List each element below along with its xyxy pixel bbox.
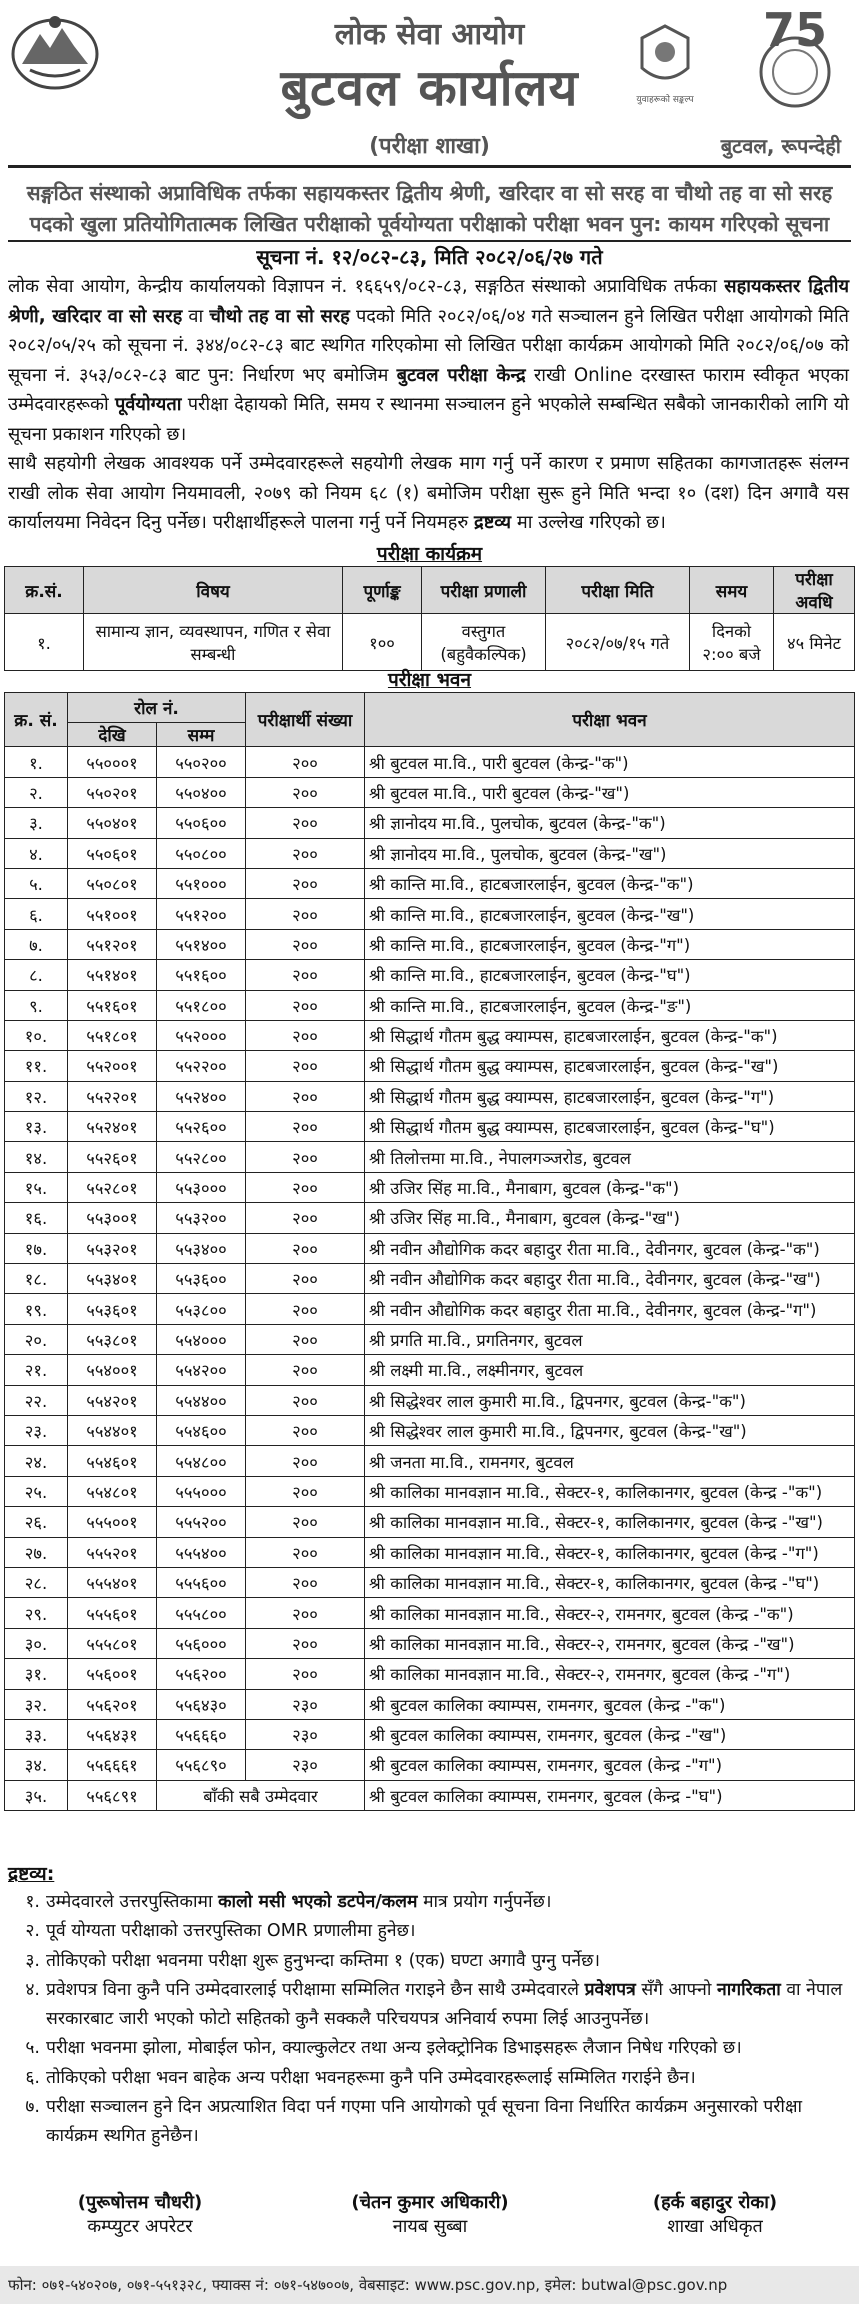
- venue-roll-to: ५५४४००: [157, 1385, 246, 1415]
- venue-roll-to: ५५१६००: [157, 960, 246, 990]
- program-row: [5, 614, 855, 671]
- venue-roll-to: ५५१०००: [157, 868, 246, 898]
- venue-col-count: परीक्षार्थी संख्या: [246, 693, 365, 747]
- venue-roll-from: ५५६४३१: [68, 1719, 157, 1749]
- venue-name: श्री नवीन औद्योगिक कदर बहादुर रीता मा.वि., देवीनगर, बुटवल (केन्द्र-"ग"): [365, 1294, 855, 1324]
- venue-row: [5, 960, 855, 990]
- venue-row: [5, 1081, 855, 1111]
- venue-row: [5, 1203, 855, 1233]
- venue-count: २००: [246, 1385, 365, 1415]
- venue-roll-from: ५५२४०१: [68, 1112, 157, 1142]
- venue-count: २००: [246, 1355, 365, 1385]
- venue-sn: २६.: [5, 1507, 68, 1537]
- venue-sn: ३.: [5, 808, 68, 838]
- venue-roll-to: ५५०८००: [157, 838, 246, 868]
- venue-count: २००: [246, 1081, 365, 1111]
- venue-roll-from: ५५१८०१: [68, 1020, 157, 1050]
- note-text: परीक्षा भवनमा झोला, मोबाईल फोन, क्याल्कुलेटर तथा अन्य इलेक्ट्रोनिक डिभाइसहरू लैजान निषेध गरिएको छ।: [46, 2038, 742, 2059]
- venue-row: [5, 899, 855, 929]
- venue-roll-to: ५५२४००: [157, 1081, 246, 1111]
- venue-name: श्री कालिका मानवज्ञान मा.वि., सेक्टर-१, कालिकानगर, बुटवल (केन्द्र -"घ"): [365, 1567, 855, 1597]
- venue-count: २००: [246, 1446, 365, 1476]
- venue-roll-from: ५५०८०१: [68, 868, 157, 898]
- venue-name: श्री कान्ति मा.वि., हाटबजारलाईन, बुटवल (केन्द्र-"ख"): [365, 899, 855, 929]
- note-number: १.: [25, 1892, 40, 1912]
- venue-name: श्री सिद्धेश्वर लाल कुमारी मा.वि., द्विपनगर, बुटवल (केन्द्र-"क"): [365, 1385, 855, 1415]
- venue-roll-to: ५५६८९०: [157, 1750, 246, 1780]
- program-col-date: परीक्षा मिति: [546, 567, 690, 614]
- org-name: लोक सेवा आयोग: [334, 17, 525, 52]
- anniversary-number: 75: [762, 6, 828, 57]
- venue-sn: २.: [5, 777, 68, 807]
- notice-number: सूचना नं. १२/०८२-८३, मिति २०८२/०६/२७ गते: [256, 245, 603, 269]
- venue-sn: २२.: [5, 1385, 68, 1415]
- venue-row: [5, 1537, 855, 1567]
- venue-name: श्री जनता मा.वि., रामनगर, बुटवल: [365, 1446, 855, 1476]
- note-item: [8, 1917, 849, 1946]
- notice-title: सङ्गठित संस्थाको अप्राविधिक तर्फका सहायकस्तर द्वितीय श्रेणी, खरिदार वा सो सरह वा चौथो तह वा सो सरह पदको खुला प्रतियोगितात्मक लिखित परीक्षाको पूर्वयोग्यता परीक्षाको परीक्षा भवन पुन: कायम गरिएको सूचना: [26, 181, 833, 236]
- program-duration: ४५ मिनेट: [774, 614, 855, 671]
- venue-row: [5, 808, 855, 838]
- venue-sn: १४.: [5, 1142, 68, 1172]
- venue-row: [5, 1567, 855, 1597]
- venue-roll-from: ५५६००१: [68, 1659, 157, 1689]
- note-text: परीक्षा सञ्चालन हुने दिन अप्रत्याशित विदा पर्न गएमा पनि आयोगको पूर्व सूचना विना निर्धारित कार्यक्रम अनुसारको परीक्षा कार्यक्रम स्थगित हुनेछैन।: [46, 2097, 803, 2147]
- venue-count: २३०: [246, 1750, 365, 1780]
- venue-count: २००: [246, 929, 365, 959]
- venue-count: २००: [246, 808, 365, 838]
- venue-roll-from: ५५०६०१: [68, 838, 157, 868]
- venue-sn: १९.: [5, 1294, 68, 1324]
- note-text: प्रवेशपत्र विना कुनै पनि उम्मेदवारलाई परीक्षामा सम्मिलित गराइने छैन साथै उम्मेदवारले प्रवेशपत्र सँगै आफ्नो नागरिकता वा नेपाल सरकारबाट जारी भएको फोटो सहितको कुनै सक्कलै परिचयपत्र अनिवार्य रुपमा लिई आउनुपर्नेछ।: [46, 1979, 843, 2030]
- venue-count: २००: [246, 1507, 365, 1537]
- venue-col-to: सम्म: [157, 723, 246, 747]
- venue-roll-to: ५५२०००: [157, 1020, 246, 1050]
- venue-row: [5, 990, 855, 1020]
- venue-sn: १६.: [5, 1203, 68, 1233]
- venue-row: [5, 1112, 855, 1142]
- program-subject: सामान्य ज्ञान, व्यवस्थापन, गणित र सेवा सम्बन्धी: [84, 614, 343, 671]
- venue-count: २३०: [246, 1689, 365, 1719]
- note-number: ७.: [25, 2097, 40, 2118]
- venue-row: [5, 1476, 855, 1506]
- venue-roll-to: ५५३४००: [157, 1233, 246, 1263]
- venue-sn: २९.: [5, 1598, 68, 1628]
- note-text: तोकिएको परीक्षा भवनमा परीक्षा शुरू हुनुभन्दा कम्तिमा १ (एक) घण्टा अगावै पुग्नु पर्नेछ।: [46, 1950, 601, 1971]
- venue-roll-to: ५५६०००: [157, 1628, 246, 1658]
- venue-roll-from: ५५०२०१: [68, 777, 157, 807]
- venue-name: श्री सिद्धार्थ गौतम बुद्ध क्याम्पस, हाटबजारलाईन, बुटवल (केन्द्र-"ग"): [365, 1081, 855, 1111]
- venue-row: [5, 868, 855, 898]
- venue-sn: ११.: [5, 1051, 68, 1081]
- signature-name: (पुरूषोत्तम चौधरी): [77, 2192, 203, 2213]
- venue-name: श्री कान्ति मा.वि., हाटबजारलाईन, बुटवल (केन्द्र-"ङ"): [365, 990, 855, 1020]
- venue-count: २००: [246, 838, 365, 868]
- venue-sn: २४.: [5, 1446, 68, 1476]
- venue-table: [4, 692, 855, 1811]
- letterhead: [0, 0, 859, 170]
- venue-name: श्री कालिका मानवज्ञान मा.वि., सेक्टर-१, कालिकानगर, बुटवल (केन्द्र -"ख"): [365, 1507, 855, 1537]
- section-name: (परीक्षा शाखा): [369, 134, 490, 159]
- program-marks: १००: [343, 614, 422, 671]
- venue-count: २००: [246, 990, 365, 1020]
- venue-roll-from: ५५५२०१: [68, 1537, 157, 1567]
- venue-row: [5, 1659, 855, 1689]
- venue-count: २००: [246, 1628, 365, 1658]
- venue-roll-to: ५५४८००: [157, 1446, 246, 1476]
- signature-title: नायब सुब्बा: [392, 2216, 468, 2237]
- venue-sn: ३४.: [5, 1750, 68, 1780]
- venue-count: २००: [246, 1659, 365, 1689]
- venue-name: श्री कालिका मानवज्ञान मा.वि., सेक्टर-२, रामनगर, बुटवल (केन्द्र -"क"): [365, 1598, 855, 1628]
- venue-header-row: [5, 693, 855, 723]
- venue-row: [5, 929, 855, 959]
- venue-name: श्री नवीन औद्योगिक कदर बहादुर रीता मा.वि., देवीनगर, बुटवल (केन्द्र-"क"): [365, 1233, 855, 1263]
- notes-heading: द्रष्टव्य:: [8, 1863, 55, 1885]
- venue-sn: १८.: [5, 1264, 68, 1294]
- venue-roll-to: ५५०२००: [157, 747, 246, 777]
- venue-sn: २१.: [5, 1355, 68, 1385]
- venue-row: [5, 1355, 855, 1385]
- venue-sn: ८.: [5, 960, 68, 990]
- venue-row: [5, 1385, 855, 1415]
- note-text: उम्मेदवारले उत्तरपुस्तिकामा कालो मसी भएको डटपेन/कलम मात्र प्रयोग गर्नुपर्नेछ।: [46, 1892, 552, 1912]
- venue-name: श्री बुटवल कालिका क्याम्पस, रामनगर, बुटवल (केन्द्र -"ख"): [365, 1719, 855, 1749]
- venue-count: २००: [246, 899, 365, 929]
- note-item: [8, 1947, 849, 1976]
- program-caption: परीक्षा कार्यक्रम: [376, 543, 483, 565]
- venue-count: २००: [246, 1142, 365, 1172]
- note-text: पूर्व योग्यता परीक्षाको उत्तरपुस्तिका OMR प्रणालीमा हुनेछ।: [46, 1921, 416, 1942]
- venue-roll-to: ५५५२००: [157, 1507, 246, 1537]
- venue-count: २००: [246, 1476, 365, 1506]
- venue-name: श्री कालिका मानवज्ञान मा.वि., सेक्टर-१, कालिकानगर, बुटवल (केन्द्र -"ग"): [365, 1537, 855, 1567]
- venue-name: श्री सिद्धेश्वर लाल कुमारी मा.वि., द्विपनगर, बुटवल (केन्द्र-"ख"): [365, 1415, 855, 1445]
- anniversary-75-logo-icon: [745, 6, 845, 116]
- program-date: २०८२/०७/१५ गते: [546, 614, 690, 671]
- venue-count: २००: [246, 1567, 365, 1597]
- venue-roll-from: ५५४२०१: [68, 1385, 157, 1415]
- venue-roll-from: ५५३६०१: [68, 1294, 157, 1324]
- venue-sn: १२.: [5, 1081, 68, 1111]
- venue-count: २००: [246, 1051, 365, 1081]
- venue-row: [5, 1233, 855, 1263]
- venue-name: श्री नवीन औद्योगिक कदर बहादुर रीता मा.वि., देवीनगर, बुटवल (केन्द्र-"ख"): [365, 1264, 855, 1294]
- note-number: ३.: [25, 1950, 40, 1971]
- venue-roll-to: ५५१८००: [157, 990, 246, 1020]
- venue-sn: ७.: [5, 929, 68, 959]
- venue-name: श्री बुटवल मा.वि., पारी बुटवल (केन्द्र-"ख"): [365, 777, 855, 807]
- venue-roll-to: ५५५६००: [157, 1567, 246, 1597]
- venue-row: [5, 1294, 855, 1324]
- program-header-row: [5, 567, 855, 614]
- venue-sn: १७.: [5, 1233, 68, 1263]
- venue-roll-to: ५५३२००: [157, 1203, 246, 1233]
- venue-count: २००: [246, 1020, 365, 1050]
- venue-count: २००: [246, 777, 365, 807]
- venue-count: २००: [246, 1537, 365, 1567]
- venue-name: श्री कान्ति मा.वि., हाटबजारलाईन, बुटवल (केन्द्र-"ग"): [365, 929, 855, 959]
- venue-roll-to: ५५०६००: [157, 808, 246, 838]
- note-number: ५.: [25, 2038, 40, 2059]
- venue-sn: १.: [5, 747, 68, 777]
- program-sn: १.: [5, 614, 84, 671]
- venue-count: २००: [246, 1264, 365, 1294]
- program-table: [4, 566, 855, 671]
- venue-name: श्री बुटवल कालिका क्याम्पस, रामनगर, बुटवल (केन्द्र -"घ"): [365, 1780, 855, 1810]
- contact-footer: फोन: ०७१-५४०२०७, ०७१-५५१३२८, फ्याक्स नं: ०७१-५४७००७, वेबसाइट: www.psc.gov.np, इमेल: butwal@psc.gov.np: [0, 2266, 859, 2304]
- notice-body: [8, 272, 849, 538]
- venue-sn: १५.: [5, 1172, 68, 1202]
- venue-roll-from: ५५१६०१: [68, 990, 157, 1020]
- signature-2: [290, 2190, 570, 2238]
- venue-roll-from: ५५०४०१: [68, 808, 157, 838]
- venue-name: श्री बुटवल मा.वि., पारी बुटवल (केन्द्र-"क"): [365, 747, 855, 777]
- venue-count: २००: [246, 1324, 365, 1354]
- venue-name: श्री प्रगति मा.वि., प्रगतिनगर, बुटवल: [365, 1324, 855, 1354]
- note-item: [8, 1888, 849, 1917]
- venue-name: श्री सिद्धार्थ गौतम बुद्ध क्याम्पस, हाटबजारलाईन, बुटवल (केन्द्र-"ख"): [365, 1051, 855, 1081]
- venue-name: श्री कालिका मानवज्ञान मा.वि., सेक्टर-१, कालिकानगर, बुटवल (केन्द्र -"क"): [365, 1476, 855, 1506]
- venue-row-last: [5, 1780, 855, 1810]
- venue-col-roll: रोल नं.: [68, 693, 246, 723]
- venue-sn: ३२.: [5, 1689, 68, 1719]
- venue-count: २००: [246, 1415, 365, 1445]
- venue-roll-from: ५५५८०१: [68, 1628, 157, 1658]
- venue-roll-from: ५५०००१: [68, 747, 157, 777]
- venue-roll-from: ५५३००१: [68, 1203, 157, 1233]
- venue-name: श्री कान्ति मा.वि., हाटबजारलाईन, बुटवल (केन्द्र-"क"): [365, 868, 855, 898]
- signature-title: कम्प्युटर अपरेटर: [87, 2216, 193, 2237]
- venue-roll-from: ५५२००१: [68, 1051, 157, 1081]
- note-text: तोकिएको परीक्षा भवन बाहेक अन्य परीक्षा भवनहरूमा कुनै पनि उम्मेदवारहरूलाई सम्मिलित गराईने छैन।: [46, 2067, 696, 2088]
- venue-row: [5, 1324, 855, 1354]
- venue-sn: ३५.: [5, 1780, 68, 1810]
- venue-name: श्री लक्ष्मी मा.वि., लक्ष्मीनगर, बुटवल: [365, 1355, 855, 1385]
- office-location: बुटवल, रूपन्देही: [720, 134, 841, 158]
- venue-row: [5, 1628, 855, 1658]
- venue-sn: २५.: [5, 1476, 68, 1506]
- venue-roll-from: ५५१२०१: [68, 929, 157, 959]
- venue-count: २००: [246, 1294, 365, 1324]
- venue-sn: १३.: [5, 1112, 68, 1142]
- venue-name: श्री उजिर सिंह मा.वि., मैनाबाग, बुटवल (केन्द्र-"क"): [365, 1172, 855, 1202]
- venue-name: श्री सिद्धार्थ गौतम बुद्ध क्याम्पस, हाटबजारलाईन, बुटवल (केन्द्र-"घ"): [365, 1112, 855, 1142]
- venue-name: श्री ज्ञानोदय मा.वि., पुलचोक, बुटवल (केन्द्र-"ख"): [365, 838, 855, 868]
- venue-roll-to: ५५५४००: [157, 1537, 246, 1567]
- venue-name: श्री कान्ति मा.वि., हाटबजारलाईन, बुटवल (केन्द्र-"घ"): [365, 960, 855, 990]
- venue-name: श्री ज्ञानोदय मा.वि., पुलचोक, बुटवल (केन्द्र-"क"): [365, 808, 855, 838]
- venue-name: श्री सिद्धार्थ गौतम बुद्ध क्याम्पस, हाटबजारलाईन, बुटवल (केन्द्र-"क"): [365, 1020, 855, 1050]
- signature-1: [0, 2190, 280, 2238]
- venue-col-from: देखि: [68, 723, 157, 747]
- venue-roll-from: ५५४८०१: [68, 1476, 157, 1506]
- venue-sn: ५.: [5, 868, 68, 898]
- program-col-time: समय: [690, 567, 774, 614]
- venue-row: [5, 1689, 855, 1719]
- venue-count: २००: [246, 1203, 365, 1233]
- venue-roll-to: ५५६६६०: [157, 1719, 246, 1749]
- venue-sn: ३०.: [5, 1628, 68, 1658]
- youth-logo-text: युवाहरूको सङ्कल्प: [636, 95, 694, 105]
- venue-roll-from: ५५५००१: [68, 1507, 157, 1537]
- program-col-system: परीक्षा प्रणाली: [422, 567, 546, 614]
- venue-row: [5, 1750, 855, 1780]
- signature-name: (हर्क बहादुर रोका): [652, 2192, 778, 2213]
- venue-roll-to: ५५०४००: [157, 777, 246, 807]
- venue-col-sn: क्र. सं.: [5, 693, 68, 747]
- venue-roll-to: ५५४२००: [157, 1355, 246, 1385]
- venue-sn: १०.: [5, 1020, 68, 1050]
- program-col-sn: क्र.सं.: [5, 567, 84, 614]
- venue-count: २००: [246, 1172, 365, 1202]
- venue-row: [5, 1142, 855, 1172]
- venue-count: २००: [246, 747, 365, 777]
- venue-roll-from: ५५१४०१: [68, 960, 157, 990]
- note-item: [8, 1976, 849, 2035]
- header-divider: [8, 165, 851, 168]
- venue-name: श्री तिलोत्तमा मा.वि., नेपालगञ्जरोड, बुटवल: [365, 1142, 855, 1172]
- venue-roll-from: ५५२२०१: [68, 1081, 157, 1111]
- venue-roll-from: ५५४६०१: [68, 1446, 157, 1476]
- venue-sn: ४.: [5, 838, 68, 868]
- venue-count: २३०: [246, 1719, 365, 1749]
- notes-list: [8, 1888, 849, 2152]
- venue-row: [5, 1051, 855, 1081]
- venue-roll-from: ५५३४०१: [68, 1264, 157, 1294]
- venue-row: [5, 1507, 855, 1537]
- note-item: [8, 2064, 849, 2093]
- venue-row: [5, 1415, 855, 1445]
- note-number: ४.: [25, 1979, 40, 2000]
- venue-sn: २८.: [5, 1567, 68, 1597]
- venue-count: २००: [246, 960, 365, 990]
- venue-sn: ९.: [5, 990, 68, 1020]
- venue-roll-to: ५५६२००: [157, 1659, 246, 1689]
- venue-count: २००: [246, 1112, 365, 1142]
- venue-remaining: बाँकी सबै उम्मेदवार: [157, 1780, 365, 1810]
- venue-roll-to: ५५२८००: [157, 1142, 246, 1172]
- program-col-subject: विषय: [84, 567, 343, 614]
- venue-rows: [5, 747, 855, 1811]
- venue-row: [5, 1172, 855, 1202]
- venue-roll-from: ५५६२०१: [68, 1689, 157, 1719]
- signature-3: [575, 2190, 855, 2238]
- venue-roll-to: ५५३६००: [157, 1264, 246, 1294]
- note-item: [8, 2034, 849, 2063]
- venue-roll-to: ५५२६००: [157, 1112, 246, 1142]
- venue-roll-from: ५५३८०१: [68, 1324, 157, 1354]
- venue-name: श्री उजिर सिंह मा.वि., मैनाबाग, बुटवल (केन्द्र-"ख"): [365, 1203, 855, 1233]
- venue-roll-from: ५५१००१: [68, 899, 157, 929]
- venue-roll-to: ५५१४००: [157, 929, 246, 959]
- venue-sn: ३३.: [5, 1719, 68, 1749]
- venue-sn: २३.: [5, 1415, 68, 1445]
- venue-count: २००: [246, 1233, 365, 1263]
- venue-row: [5, 747, 855, 777]
- venue-row: [5, 1598, 855, 1628]
- venue-sn: २७.: [5, 1537, 68, 1567]
- venue-col-venue: परीक्षा भवन: [365, 693, 855, 747]
- note-number: ६.: [25, 2067, 40, 2088]
- venue-roll-to: ५५४६००: [157, 1415, 246, 1445]
- venue-row: [5, 777, 855, 807]
- venue-sn: ६.: [5, 899, 68, 929]
- venue-caption: परीक्षा भवन: [387, 669, 472, 691]
- program-col-duration: परीक्षा अवधि: [774, 567, 855, 614]
- venue-row: [5, 1264, 855, 1294]
- venue-roll-to: ५५३८००: [157, 1294, 246, 1324]
- venue-row: [5, 1020, 855, 1050]
- note-number: २.: [25, 1921, 40, 1942]
- venue-row: [5, 1446, 855, 1476]
- notice-paragraph-1: लोक सेवा आयोग, केन्द्रीय कार्यालयको विज्ञापन नं. १६६५९/०८२-८३, सङ्गठित संस्थाको अप्राविधिक तर्फका सहायकस्तर द्वितीय श्रेणी, खरिदार वा सो सरह वा चौथो तह वा सो सरह पदको मिति २०८२/०६/०४ गते सञ्चालन हुने लिखित परीक्षा आयोगको मिति २०८२/०५/२५ को सूचना नं. ३४४/०८२-८३ बाट स्थगित गरिएकोमा सो लिखित परीक्षा कार्यक्रम आयोगको मिति २०८२/०६/०७ को सूचना नं. ३५३/०८२-८३ बाट पुन: निर्धारण भए बमोजिम बुटवल परीक्षा केन्द्र राखी Online दरखास्त फाराम स्वीकृत भएका उम्मेदवारहरूको पूर्वयोग्यता परीक्षा देहायको मिति, समय र स्थानमा सञ्चालन हुने भएकोले सम्बन्धित सबैको जानकारीको लागि यो सूचना प्रकाशन गरिएको छ।: [8, 276, 850, 445]
- venue-count: २००: [246, 868, 365, 898]
- venue-roll-from: ५५५६०१: [68, 1598, 157, 1628]
- program-col-marks: पूर्णाङ्क: [343, 567, 422, 614]
- office-name: बुटवल कार्यालय: [280, 59, 579, 117]
- venue-roll-to: ५५३०००: [157, 1172, 246, 1202]
- venue-roll-from: ५५६८९१: [68, 1780, 157, 1810]
- venue-roll-to: ५५२२००: [157, 1051, 246, 1081]
- title-divider: [8, 240, 851, 242]
- venue-row: [5, 838, 855, 868]
- venue-name: श्री कालिका मानवज्ञान मा.वि., सेक्टर-२, रामनगर, बुटवल (केन्द्र -"ख"): [365, 1628, 855, 1658]
- signature-title: शाखा अधिकृत: [667, 2216, 763, 2237]
- program-system: वस्तुगत (बहुवैकल्पिक): [422, 614, 546, 671]
- venue-name: श्री बुटवल कालिका क्याम्पस, रामनगर, बुटवल (केन्द्र -"क"): [365, 1689, 855, 1719]
- venue-roll-from: ५५२८०१: [68, 1172, 157, 1202]
- note-item: [8, 2093, 849, 2152]
- venue-roll-from: ५५४४०१: [68, 1415, 157, 1445]
- program-time: दिनको २:०० बजे: [690, 614, 774, 671]
- venue-row: [5, 1719, 855, 1749]
- venue-roll-from: ५५३२०१: [68, 1233, 157, 1263]
- venue-name: श्री कालिका मानवज्ञान मा.वि., सेक्टर-२, रामनगर, बुटवल (केन्द्र -"ग"): [365, 1659, 855, 1689]
- venue-roll-to: ५५५८००: [157, 1598, 246, 1628]
- venue-roll-from: ५५४००१: [68, 1355, 157, 1385]
- venue-roll-to: ५५१२००: [157, 899, 246, 929]
- venue-roll-to: ५५६४३०: [157, 1689, 246, 1719]
- venue-roll-to: ५५४०००: [157, 1324, 246, 1354]
- venue-roll-from: ५५२६०१: [68, 1142, 157, 1172]
- signature-name: (चेतन कुमार अधिकारी): [351, 2192, 509, 2213]
- venue-roll-to: ५५५०००: [157, 1476, 246, 1506]
- venue-sn: २०.: [5, 1324, 68, 1354]
- venue-roll-from: ५५६६६१: [68, 1750, 157, 1780]
- venue-sn: ३१.: [5, 1659, 68, 1689]
- notice-paragraph-2: साथै सहयोगी लेखक आवश्यक पर्ने उम्मेदवारहरूले सहयोगी लेखक माग गर्नु पर्ने कारण र प्रमाण सहितका कागजातहरू संलग्न राखी लोक सेवा आयोग नियमावली, २०७९ को नियम ६८ (१) बमोजिम परीक्षा सुरू हुने मिति भन्दा १० (दश) दिन अगावै यस कार्यालयमा निवेदन दिनु पर्नेछ। परीक्षार्थीहरूले पालना गर्नु पर्ने नियमहरु द्रष्टव्य मा उल्लेख गरिएको छ।: [8, 453, 849, 533]
- youth-logo-icon: [632, 18, 698, 108]
- venue-roll-from: ५५५४०१: [68, 1567, 157, 1597]
- venue-count: २००: [246, 1598, 365, 1628]
- venue-name: श्री बुटवल कालिका क्याम्पस, रामनगर, बुटवल (केन्द्र -"ग"): [365, 1750, 855, 1780]
